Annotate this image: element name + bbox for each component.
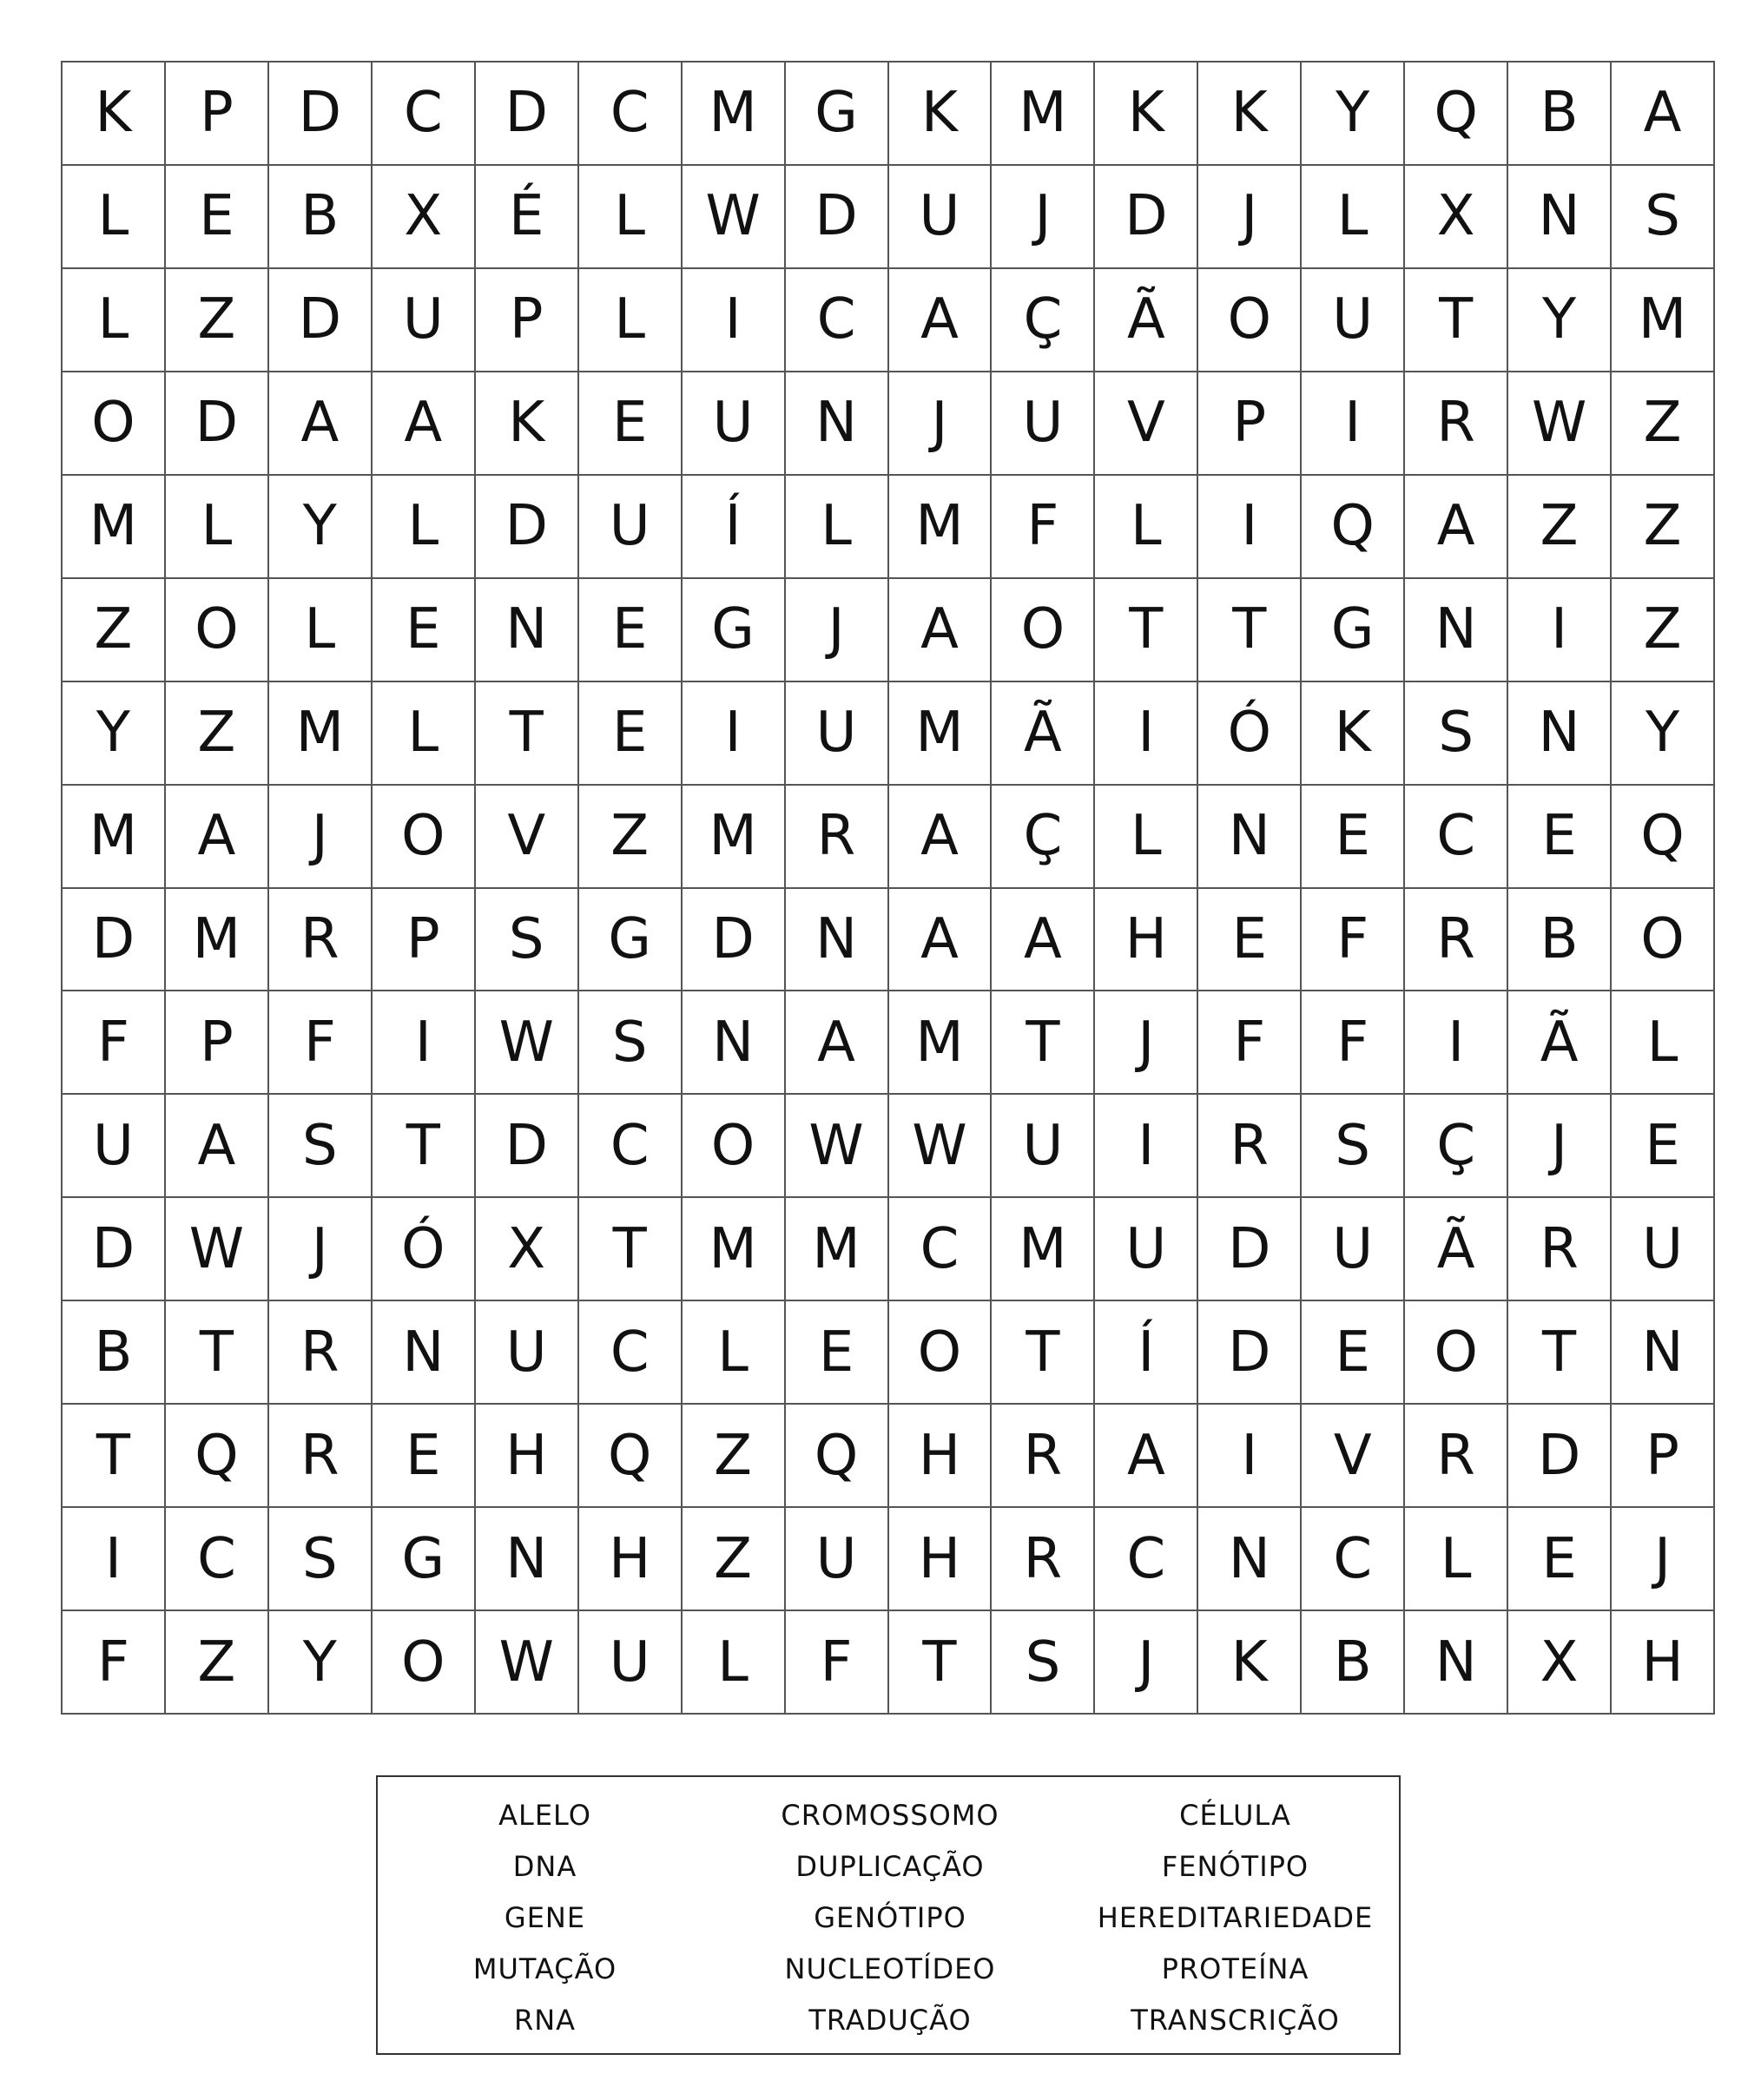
grid-cell[interactable]: Q: [1405, 63, 1508, 166]
grid-cell[interactable]: H: [1612, 1611, 1715, 1715]
grid-cell[interactable]: C: [579, 1301, 683, 1405]
grid-cell[interactable]: O: [373, 786, 476, 889]
grid-cell[interactable]: O: [1405, 1301, 1508, 1405]
grid-cell[interactable]: U: [579, 1611, 683, 1715]
grid-cell[interactable]: R: [992, 1508, 1095, 1611]
grid-cell[interactable]: H: [579, 1508, 683, 1611]
grid-cell[interactable]: O: [992, 579, 1095, 682]
grid-cell[interactable]: N: [786, 372, 889, 476]
grid-cell[interactable]: X: [476, 1198, 579, 1301]
grid-cell[interactable]: O: [1612, 889, 1715, 992]
grid-cell[interactable]: C: [166, 1508, 269, 1611]
grid-cell[interactable]: D: [476, 476, 579, 579]
grid-cell[interactable]: N: [476, 579, 579, 682]
grid-cell[interactable]: Z: [166, 682, 269, 786]
grid-cell[interactable]: Z: [1612, 372, 1715, 476]
grid-cell[interactable]: U: [1302, 269, 1405, 372]
grid-cell[interactable]: Ó: [373, 1198, 476, 1301]
grid-cell[interactable]: Í: [683, 476, 786, 579]
grid-cell[interactable]: D: [683, 889, 786, 992]
word-item: CÉLULA: [1179, 1799, 1291, 1832]
grid-cell[interactable]: A: [889, 579, 993, 682]
grid-cell[interactable]: D: [1095, 166, 1198, 269]
grid-cell[interactable]: R: [269, 889, 373, 992]
grid-cell[interactable]: R: [269, 1405, 373, 1508]
grid-cell[interactable]: K: [1095, 63, 1198, 166]
grid-cell[interactable]: R: [992, 1405, 1095, 1508]
grid-cell[interactable]: I: [1302, 372, 1405, 476]
grid-cell[interactable]: J: [269, 786, 373, 889]
word-list-column-1: [378, 1800, 712, 2037]
word-item: PROTEÍNA: [1161, 1952, 1309, 1985]
grid-cell[interactable]: D: [63, 1198, 166, 1301]
grid-cell[interactable]: S: [476, 889, 579, 992]
grid-cell[interactable]: S: [1405, 682, 1508, 786]
grid-cell[interactable]: M: [992, 63, 1095, 166]
grid-cell[interactable]: P: [166, 991, 269, 1095]
grid-cell[interactable]: G: [1302, 579, 1405, 682]
grid-cell[interactable]: T: [373, 1095, 476, 1198]
grid-cell[interactable]: V: [476, 786, 579, 889]
grid-cell[interactable]: L: [579, 166, 683, 269]
grid-cell[interactable]: H: [889, 1405, 993, 1508]
grid-cell[interactable]: C: [1405, 786, 1508, 889]
grid-cell[interactable]: O: [889, 1301, 993, 1405]
grid-cell[interactable]: L: [1302, 166, 1405, 269]
word-list-column-3: [1068, 1800, 1402, 2037]
grid-cell[interactable]: C: [1302, 1508, 1405, 1611]
grid-cell[interactable]: M: [889, 682, 993, 786]
grid-cell[interactable]: A: [1612, 63, 1715, 166]
grid-cell[interactable]: R: [269, 1301, 373, 1405]
grid-cell[interactable]: M: [889, 476, 993, 579]
grid-cell[interactable]: M: [269, 682, 373, 786]
grid-cell[interactable]: D: [476, 1095, 579, 1198]
grid-cell[interactable]: L: [786, 476, 889, 579]
grid-cell[interactable]: E: [1612, 1095, 1715, 1198]
grid-cell[interactable]: C: [579, 1095, 683, 1198]
grid-cell[interactable]: Z: [63, 579, 166, 682]
grid-cell[interactable]: T: [63, 1405, 166, 1508]
grid-cell[interactable]: L: [683, 1301, 786, 1405]
grid-cell[interactable]: P: [476, 269, 579, 372]
grid-cell[interactable]: M: [63, 786, 166, 889]
grid-cell[interactable]: B: [1302, 1611, 1405, 1715]
grid-cell[interactable]: L: [579, 269, 683, 372]
grid-cell[interactable]: Ã: [992, 682, 1095, 786]
word-item: HEREDITARIEDADE: [1097, 1901, 1374, 1934]
grid-cell[interactable]: N: [1508, 166, 1612, 269]
grid-cell[interactable]: M: [683, 786, 786, 889]
grid-cell[interactable]: Z: [683, 1405, 786, 1508]
grid-cell[interactable]: F: [63, 991, 166, 1095]
grid-cell[interactable]: R: [1405, 1405, 1508, 1508]
grid-cell[interactable]: N: [476, 1508, 579, 1611]
grid-cell[interactable]: D: [786, 166, 889, 269]
grid-cell[interactable]: F: [992, 476, 1095, 579]
word-item: CROMOSSOMO: [781, 1799, 999, 1832]
grid-cell[interactable]: M: [683, 63, 786, 166]
grid-cell[interactable]: C: [889, 1198, 993, 1301]
grid-cell[interactable]: T: [166, 1301, 269, 1405]
grid-cell[interactable]: M: [992, 1198, 1095, 1301]
word-item: GENÓTIPO: [814, 1901, 966, 1934]
grid-cell[interactable]: I: [1508, 579, 1612, 682]
grid-cell[interactable]: I: [1095, 1095, 1198, 1198]
grid-cell[interactable]: U: [889, 166, 993, 269]
grid-cell[interactable]: U: [476, 1301, 579, 1405]
grid-cell[interactable]: Í: [1095, 1301, 1198, 1405]
word-item: TRANSCRIÇÃO: [1131, 2004, 1340, 2037]
grid-cell[interactable]: A: [889, 786, 993, 889]
grid-cell[interactable]: M: [786, 1198, 889, 1301]
grid-cell[interactable]: D: [1508, 1405, 1612, 1508]
grid-cell[interactable]: B: [1508, 63, 1612, 166]
grid-cell[interactable]: Z: [1612, 579, 1715, 682]
grid-cell[interactable]: F: [1302, 889, 1405, 992]
grid-cell[interactable]: E: [579, 682, 683, 786]
grid-cell[interactable]: C: [373, 63, 476, 166]
grid-cell[interactable]: P: [1198, 372, 1302, 476]
grid-cell[interactable]: X: [1405, 166, 1508, 269]
grid-cell[interactable]: G: [579, 889, 683, 992]
grid-cell[interactable]: N: [373, 1301, 476, 1405]
grid-cell[interactable]: E: [579, 579, 683, 682]
grid-cell[interactable]: O: [63, 372, 166, 476]
grid-cell[interactable]: J: [269, 1198, 373, 1301]
grid-cell[interactable]: Z: [1508, 476, 1612, 579]
grid-cell[interactable]: B: [63, 1301, 166, 1405]
grid-cell[interactable]: B: [1508, 889, 1612, 992]
grid-cell[interactable]: E: [166, 166, 269, 269]
grid-cell[interactable]: T: [1095, 579, 1198, 682]
grid-cell[interactable]: K: [1198, 1611, 1302, 1715]
grid-cell[interactable]: R: [1508, 1198, 1612, 1301]
grid-cell[interactable]: U: [1095, 1198, 1198, 1301]
grid-cell[interactable]: K: [1198, 63, 1302, 166]
grid-cell[interactable]: J: [786, 579, 889, 682]
grid-cell[interactable]: J: [992, 166, 1095, 269]
grid-cell[interactable]: Z: [166, 269, 269, 372]
grid-cell[interactable]: L: [1095, 476, 1198, 579]
grid-cell[interactable]: A: [166, 786, 269, 889]
grid-cell[interactable]: R: [1405, 889, 1508, 992]
grid-cell[interactable]: É: [476, 166, 579, 269]
grid-cell[interactable]: E: [373, 579, 476, 682]
word-item: RNA: [513, 2004, 577, 2037]
grid-cell[interactable]: T: [1405, 269, 1508, 372]
grid-cell[interactable]: D: [269, 63, 373, 166]
grid-cell[interactable]: Ó: [1198, 682, 1302, 786]
grid-cell[interactable]: P: [1612, 1405, 1715, 1508]
grid-cell[interactable]: L: [1405, 1508, 1508, 1611]
grid-cell[interactable]: H: [1095, 889, 1198, 992]
grid-cell[interactable]: E: [1508, 786, 1612, 889]
grid-cell[interactable]: O: [373, 1611, 476, 1715]
grid-cell[interactable]: R: [786, 786, 889, 889]
grid-cell[interactable]: D: [1198, 1198, 1302, 1301]
grid-cell[interactable]: J: [1095, 1611, 1198, 1715]
grid-cell[interactable]: I: [63, 1508, 166, 1611]
grid-cell[interactable]: D: [166, 372, 269, 476]
grid-cell[interactable]: E: [579, 372, 683, 476]
grid-cell[interactable]: T: [992, 991, 1095, 1095]
grid-cell[interactable]: P: [373, 889, 476, 992]
grid-cell[interactable]: Ã: [1405, 1198, 1508, 1301]
grid-cell[interactable]: C: [1095, 1508, 1198, 1611]
grid-cell[interactable]: Y: [269, 476, 373, 579]
grid-cell[interactable]: M: [166, 889, 269, 992]
grid-cell[interactable]: J: [1508, 1095, 1612, 1198]
grid-cell[interactable]: T: [476, 682, 579, 786]
grid-cell[interactable]: U: [786, 682, 889, 786]
grid-cell[interactable]: N: [1405, 579, 1508, 682]
grid-cell[interactable]: D: [1198, 1301, 1302, 1405]
grid-cell[interactable]: X: [1508, 1611, 1612, 1715]
grid-cell[interactable]: D: [476, 63, 579, 166]
grid-cell[interactable]: O: [166, 579, 269, 682]
grid-cell[interactable]: L: [373, 476, 476, 579]
grid-cell[interactable]: H: [476, 1405, 579, 1508]
grid-cell[interactable]: F: [269, 991, 373, 1095]
grid-cell[interactable]: L: [63, 269, 166, 372]
grid-cell[interactable]: T: [579, 1198, 683, 1301]
grid-cell[interactable]: Z: [683, 1508, 786, 1611]
grid-cell[interactable]: G: [373, 1508, 476, 1611]
grid-cell[interactable]: A: [992, 889, 1095, 992]
grid-cell[interactable]: Y: [1612, 682, 1715, 786]
grid-cell[interactable]: I: [1095, 682, 1198, 786]
grid-cell[interactable]: C: [786, 269, 889, 372]
grid-cell[interactable]: F: [786, 1611, 889, 1715]
grid-cell[interactable]: S: [579, 991, 683, 1095]
grid-cell[interactable]: V: [1302, 1405, 1405, 1508]
grid-cell[interactable]: O: [1198, 269, 1302, 372]
word-item: GENE: [504, 1901, 586, 1934]
grid-cell[interactable]: Q: [1612, 786, 1715, 889]
grid-cell[interactable]: M: [889, 991, 993, 1095]
grid-cell[interactable]: I: [683, 269, 786, 372]
grid-cell[interactable]: T: [992, 1301, 1095, 1405]
word-item: NUCLEOTÍDEO: [784, 1952, 996, 1985]
grid-cell[interactable]: N: [1612, 1301, 1715, 1405]
word-search-grid: [61, 61, 1715, 1715]
grid-cell[interactable]: A: [889, 889, 993, 992]
grid-cell[interactable]: U: [992, 1095, 1095, 1198]
grid-cell[interactable]: L: [373, 682, 476, 786]
grid-cell[interactable]: P: [166, 63, 269, 166]
grid-cell[interactable]: A: [786, 991, 889, 1095]
grid-cell[interactable]: A: [1405, 476, 1508, 579]
grid-cell[interactable]: A: [269, 372, 373, 476]
grid-cell[interactable]: W: [1508, 372, 1612, 476]
grid-cell[interactable]: I: [1198, 476, 1302, 579]
grid-cell[interactable]: W: [166, 1198, 269, 1301]
grid-cell[interactable]: Ç: [992, 786, 1095, 889]
grid-cell[interactable]: Q: [166, 1405, 269, 1508]
grid-cell[interactable]: D: [63, 889, 166, 992]
grid-cell[interactable]: S: [1302, 1095, 1405, 1198]
grid-cell[interactable]: B: [269, 166, 373, 269]
grid-cell[interactable]: U: [683, 372, 786, 476]
grid-cell[interactable]: N: [683, 991, 786, 1095]
grid-cell[interactable]: E: [786, 1301, 889, 1405]
word-item: DNA: [512, 1850, 577, 1883]
grid-cell[interactable]: S: [992, 1611, 1095, 1715]
word-item: DUPLICAÇÃO: [795, 1850, 985, 1883]
grid-cell[interactable]: A: [889, 269, 993, 372]
grid-cell[interactable]: I: [683, 682, 786, 786]
grid-cell[interactable]: E: [1508, 1508, 1612, 1611]
grid-cell[interactable]: L: [683, 1611, 786, 1715]
grid-cell[interactable]: R: [1198, 1095, 1302, 1198]
word-list-box: [376, 1775, 1401, 2055]
grid-cell[interactable]: W: [786, 1095, 889, 1198]
grid-cell[interactable]: T: [1198, 579, 1302, 682]
grid-cell[interactable]: G: [683, 579, 786, 682]
grid-cell[interactable]: E: [1198, 889, 1302, 992]
word-list-column-2: [712, 1800, 1068, 2037]
grid-cell[interactable]: U: [1302, 1198, 1405, 1301]
grid-cell[interactable]: E: [1302, 786, 1405, 889]
grid-cell[interactable]: W: [683, 166, 786, 269]
grid-cell[interactable]: Ç: [1405, 1095, 1508, 1198]
grid-cell[interactable]: S: [269, 1095, 373, 1198]
grid-cell[interactable]: M: [63, 476, 166, 579]
grid-cell[interactable]: F: [1302, 991, 1405, 1095]
grid-cell[interactable]: U: [373, 269, 476, 372]
grid-cell[interactable]: U: [579, 476, 683, 579]
grid-cell[interactable]: Z: [166, 1611, 269, 1715]
grid-cell[interactable]: U: [992, 372, 1095, 476]
grid-cell[interactable]: T: [1508, 1301, 1612, 1405]
grid-cell[interactable]: N: [1198, 1508, 1302, 1611]
grid-cell[interactable]: W: [476, 991, 579, 1095]
grid-cell[interactable]: W: [476, 1611, 579, 1715]
grid-cell[interactable]: L: [1095, 786, 1198, 889]
grid-cell[interactable]: A: [166, 1095, 269, 1198]
grid-cell[interactable]: K: [476, 372, 579, 476]
grid-cell[interactable]: X: [373, 166, 476, 269]
grid-cell[interactable]: H: [889, 1508, 993, 1611]
grid-cell[interactable]: S: [269, 1508, 373, 1611]
grid-cell[interactable]: L: [63, 166, 166, 269]
grid-cell[interactable]: K: [1302, 682, 1405, 786]
grid-cell[interactable]: G: [786, 63, 889, 166]
grid-cell[interactable]: J: [1612, 1508, 1715, 1611]
grid-cell[interactable]: K: [63, 63, 166, 166]
grid-cell[interactable]: Q: [1302, 476, 1405, 579]
grid-cell[interactable]: Ç: [992, 269, 1095, 372]
grid-cell[interactable]: Y: [63, 682, 166, 786]
grid-cell[interactable]: N: [1198, 786, 1302, 889]
grid-cell[interactable]: I: [1405, 991, 1508, 1095]
grid-cell[interactable]: Z: [1612, 476, 1715, 579]
grid-cell[interactable]: F: [63, 1611, 166, 1715]
grid-cell[interactable]: N: [1405, 1611, 1508, 1715]
grid-cell[interactable]: I: [1198, 1405, 1302, 1508]
grid-cell[interactable]: Q: [579, 1405, 683, 1508]
grid-cell[interactable]: Y: [1302, 63, 1405, 166]
grid-cell[interactable]: L: [166, 476, 269, 579]
grid-cell[interactable]: Ã: [1095, 269, 1198, 372]
grid-cell[interactable]: L: [269, 579, 373, 682]
grid-cell[interactable]: Ã: [1508, 991, 1612, 1095]
grid-cell[interactable]: Q: [786, 1405, 889, 1508]
grid-cell[interactable]: U: [63, 1095, 166, 1198]
grid-cell[interactable]: M: [683, 1198, 786, 1301]
word-item: FENÓTIPO: [1161, 1850, 1309, 1883]
grid-cell[interactable]: R: [1405, 372, 1508, 476]
grid-cell[interactable]: D: [269, 269, 373, 372]
grid-cell[interactable]: J: [1095, 991, 1198, 1095]
grid-cell[interactable]: E: [373, 1405, 476, 1508]
grid-cell[interactable]: M: [1612, 269, 1715, 372]
word-item: TRADUÇÃO: [808, 2004, 972, 2037]
word-item: MUTAÇÃO: [472, 1952, 617, 1985]
grid-cell[interactable]: N: [786, 889, 889, 992]
grid-cell[interactable]: J: [1198, 166, 1302, 269]
grid-cell[interactable]: A: [1095, 1405, 1198, 1508]
grid-cell[interactable]: F: [1198, 991, 1302, 1095]
grid-cell[interactable]: E: [1302, 1301, 1405, 1405]
grid-cell[interactable]: N: [1508, 682, 1612, 786]
grid-cell[interactable]: J: [889, 372, 993, 476]
grid-cell[interactable]: O: [683, 1095, 786, 1198]
grid-cell[interactable]: S: [1612, 166, 1715, 269]
grid-cell[interactable]: I: [373, 991, 476, 1095]
grid-cell[interactable]: U: [786, 1508, 889, 1611]
grid-cell[interactable]: A: [373, 372, 476, 476]
grid-cell[interactable]: C: [579, 63, 683, 166]
grid-cell[interactable]: T: [889, 1611, 993, 1715]
grid-cell[interactable]: W: [889, 1095, 993, 1198]
grid-cell[interactable]: Y: [269, 1611, 373, 1715]
grid-cell[interactable]: V: [1095, 372, 1198, 476]
grid-cell[interactable]: L: [1612, 991, 1715, 1095]
grid-cell[interactable]: U: [1612, 1198, 1715, 1301]
grid-cell[interactable]: K: [889, 63, 993, 166]
grid-cell[interactable]: Z: [579, 786, 683, 889]
grid-cell[interactable]: Y: [1508, 269, 1612, 372]
word-item: ALELO: [498, 1799, 591, 1832]
